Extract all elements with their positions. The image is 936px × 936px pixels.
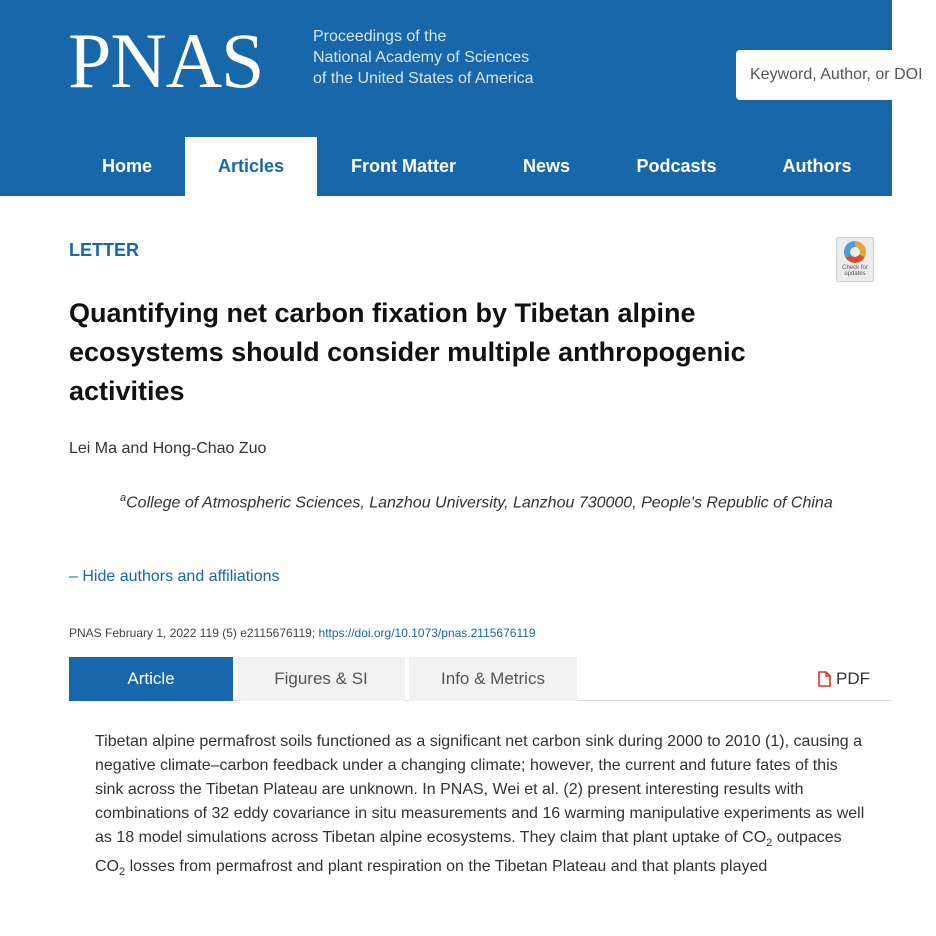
hide-prefix: –	[69, 568, 78, 585]
tab-figures-si[interactable]: Figures & SI	[237, 657, 405, 701]
tagline-line-3: of the United States of America	[313, 70, 534, 87]
check-for-updates-badge[interactable]	[836, 237, 874, 282]
tab-article[interactable]: Article	[69, 657, 233, 701]
search-input[interactable]	[736, 50, 936, 100]
search-placeholder: Keyword, Author, or DOI	[750, 66, 923, 83]
hide-authors-link[interactable]	[69, 568, 280, 586]
nav-item-news[interactable]: News	[522, 156, 571, 176]
tagline-line-1: Proceedings of the	[313, 28, 447, 45]
crossmark-icon	[844, 241, 866, 263]
check-for-updates-label: Check for updates	[842, 265, 868, 277]
article-type-label: LETTER	[69, 240, 139, 260]
article-abstract	[95, 730, 865, 884]
article-authors[interactable]: Lei Ma and Hong-Chao Zuo	[69, 440, 267, 457]
pdf-download-button[interactable]	[818, 657, 870, 701]
site-header	[0, 0, 923, 196]
main-nav	[0, 137, 892, 196]
pnas-logo[interactable]: PNAS	[68, 17, 264, 104]
article-title: Quantifying net carbon fixation by Tibetan alpine ecosystems should consider multiple anthropogenic activities	[69, 298, 746, 406]
nav-item-podcasts[interactable]: Podcasts	[636, 156, 717, 176]
tagline-line-2: National Academy of Sciences	[313, 49, 530, 66]
article-tabs	[69, 657, 892, 701]
doi-link[interactable]: https://doi.org/10.1073/pnas.2115676119	[318, 626, 536, 640]
abstract-part-2: outpaces CO	[95, 829, 842, 876]
co2-subscript-2: 2	[119, 866, 126, 879]
abstract-part-3: losses from permafrost and plant respiration on the Tibetan Plateau and that plants played	[125, 858, 768, 876]
pdf-label: PDF	[836, 669, 870, 688]
nav-item-authors[interactable]: Authors	[782, 156, 852, 176]
citation-line	[69, 626, 536, 640]
hide-authors-label: Hide authors and affiliations	[82, 568, 280, 585]
nav-item-front-matter[interactable]: Front Matter	[351, 156, 456, 176]
affiliation-text: College of Atmospheric Sciences, Lanzhou University, Lanzhou 730000, People's Republic of China	[126, 494, 833, 512]
nav-item-articles[interactable]: Articles	[185, 137, 317, 196]
affiliation-marker: a	[120, 492, 127, 504]
author-affiliation	[120, 485, 840, 516]
citation-text: PNAS February 1, 2022 119 (5) e2115676119;	[69, 626, 316, 640]
tab-info-metrics[interactable]: Info & Metrics	[409, 657, 577, 701]
site-tagline	[313, 26, 603, 89]
nav-item-home[interactable]: Home	[101, 156, 152, 176]
abstract-part-1: Tibetan alpine permafrost soils functioned as a significant net carbon sink during 2000 to 2010 (1), causing a negative climate–carbon feedback under a changing climate; however, the current and future fates of this sink across the Tibetan Plateau are unknown. In PNAS, Wei et al. (2) present interesting results with combinations of 32 eddy covariance in situ measurements and 16 warming manipulative experiments as well as 18 model simulations across Tibetan alpine ecosystems. They claim that plant uptake of CO	[95, 733, 865, 846]
pdf-file-icon	[818, 671, 831, 687]
co2-subscript-1: 2	[766, 837, 773, 850]
